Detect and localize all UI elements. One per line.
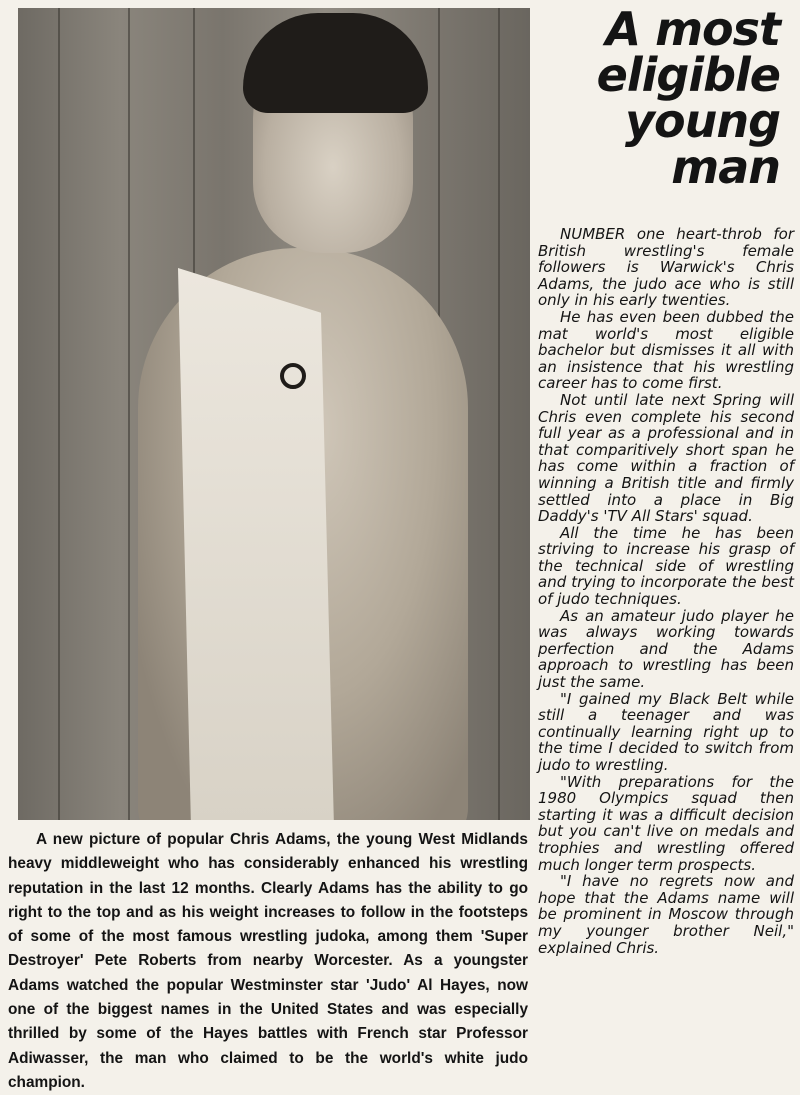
wood-plank-line — [498, 8, 500, 820]
article-paragraph: As an amateur judo player he was always working towards perfection and the Adams approach to wrestling has been just the same. — [538, 606, 794, 692]
wood-plank-line — [128, 8, 130, 820]
robe-logo-icon — [280, 363, 306, 389]
headline-line: man — [671, 140, 780, 194]
wrestler-hair — [243, 13, 428, 113]
article-paragraph: "I have no regrets now and hope that the Adams name will be prominent in Moscow through my younger brother Neil," explained Chris. — [538, 872, 794, 957]
headline-line: A most — [605, 2, 780, 56]
photo-caption: A new picture of popular Chris Adams, the young West Midlands heavy middleweight who has considerably enhanced his wrestling reputation in the last 12 months. Clearly Adams has the ability to go right to the top and as his weight increases to follow in the footsteps of some of the most famous wrestling judoka, among them 'Super Destroyer' Pete Roberts from nearby Worcester. As a youngster Adams watched the popular Westminster star 'Judo' Al Hayes, now one of the biggest names in the United States and was especially thrilled by some of the Hayes battles with French star Professor Adiwasser, the man who claimed to be the world's white judo champion. — [8, 831, 528, 1091]
article-paragraph: NUMBER one heart-throb for British wrestling's female followers is Warwick's Chris Adams, the judo ace who is still only in his early twenties. — [538, 225, 794, 310]
article-paragraph: Not until late next Spring will Chris even complete his second full year as a professional and in that comparitively short span he has come within a fraction of winning a British title and firmly settled into a place in Big Daddy's 'TV All Stars' squad. — [538, 390, 794, 526]
headline-line: young — [624, 94, 780, 148]
article-paragraph: "I gained my Black Belt while still a teenager and was continually learning right up to the time I decided to switch from judo to wrestling. — [538, 689, 794, 774]
wrestler-photo — [18, 8, 530, 820]
wood-plank-line — [58, 8, 60, 820]
article-paragraph: "With preparations for the 1980 Olympics squad then starting it was a difficult decision but you can't live on medals and trophies and wrestling offered much longer term prospects. — [538, 772, 794, 874]
article-paragraph: He has even been dubbed the mat world's most eligible bachelor but dismisses it all with an insistence that his wrestling career has to come first. — [538, 307, 794, 393]
article-headline — [540, 2, 780, 194]
headline-line: eligible — [596, 48, 780, 102]
article-paragraph: All the time he has been striving to increase his grasp of the technical side of wrestling and trying to incorporate the best of judo techniques. — [538, 523, 794, 609]
article-body — [538, 226, 794, 956]
